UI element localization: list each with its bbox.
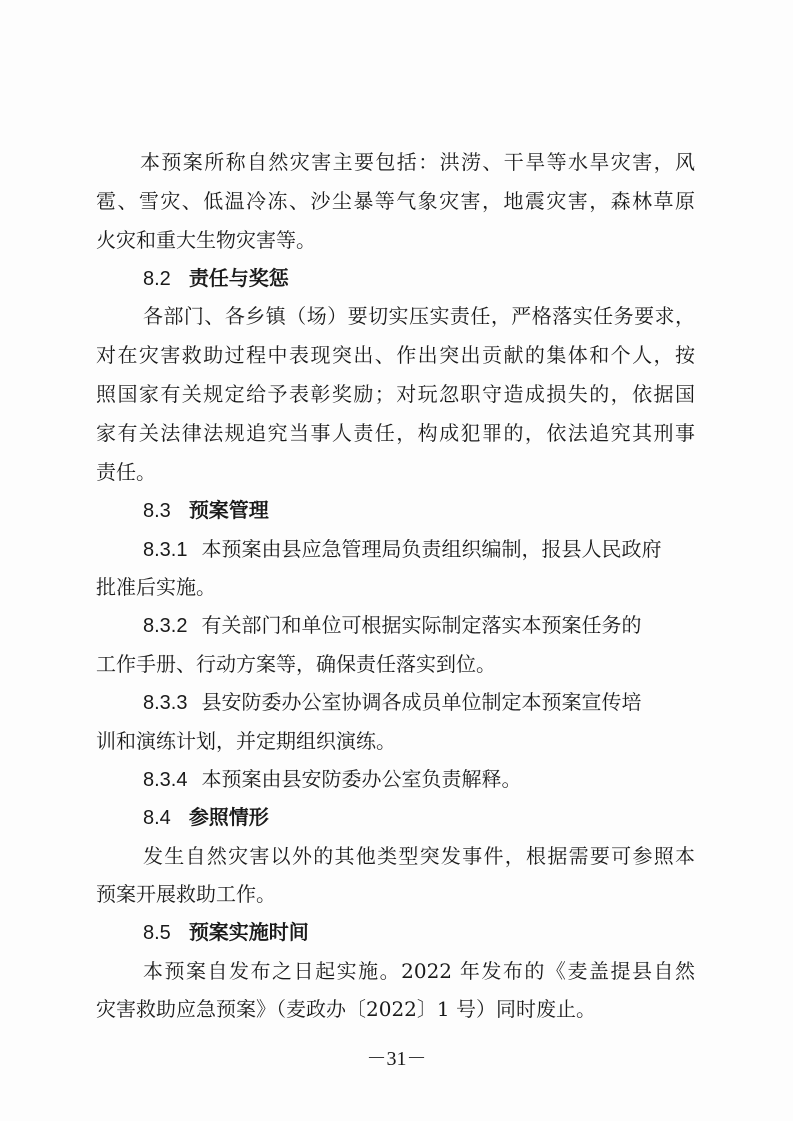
section-title: 参照情形: [188, 805, 269, 829]
subsection-number: 8.3.1: [143, 539, 188, 561]
section-number: 8.3: [143, 500, 171, 522]
paragraph-line: 发生自然灾害以外的其他类型突发事件，根据需要可参照本: [143, 844, 695, 868]
section-number: 8.4: [143, 807, 171, 829]
section-title: 预案实施时间: [188, 920, 309, 944]
paragraph-line: 对在灾害救助过程中表现突出、作出突出贡献的集体和个人，按: [96, 343, 695, 367]
subsection-number: 8.3.3: [143, 692, 188, 714]
subsection-number: 8.3.2: [143, 615, 188, 637]
paragraph-line: 批准后实施。: [96, 575, 216, 599]
section-number: 8.2: [143, 268, 171, 290]
paragraph-line: 照国家有关规定给予表彰奖励；对玩忽职守造成损失的，依据国: [96, 382, 695, 406]
paragraph-line: 雹、雪灾、低温冷冻、沙尘暴等气象灾害，地震灾害，森林草原: [96, 189, 695, 213]
section-title: 预案管理: [188, 498, 269, 522]
subsection-8-3-2: [143, 611, 695, 639]
paragraph-line: 训和演练计划，并定期组织演练。: [96, 729, 396, 753]
paragraph-line: 预案开展救助工作。: [96, 882, 276, 906]
section-title: 责任与奖惩: [188, 266, 289, 290]
paragraph-line: 责任。: [96, 460, 156, 484]
subsection-8-3-4: [143, 765, 521, 793]
section-heading-8-4: [143, 803, 269, 831]
paragraph-line: 工作手册、行动方案等，确保责任落实到位。: [96, 652, 496, 676]
section-heading-8-2: [143, 264, 289, 292]
paragraph-line: 各部门、各乡镇（场）要切实压实责任，严格落实任务要求，: [143, 304, 695, 328]
paragraph-line: 家有关法律法规追究当事人责任，构成犯罪的，依法追究其刑事: [96, 421, 695, 445]
subsection-number: 8.3.4: [143, 769, 188, 791]
paragraph-line: 本预案自发布之日起实施。2022 年发布的《麦盖提县自然: [143, 959, 695, 983]
subsection-8-3-1: [143, 535, 695, 563]
subsection-8-3-3: [143, 688, 695, 716]
section-number: 8.5: [143, 922, 171, 944]
paragraph-line: 本预案所称自然灾害主要包括：洪涝、干旱等水旱灾害，风: [140, 150, 695, 174]
subsection-text: 有关部门和单位可根据实际制定落实本预案任务的: [201, 613, 642, 637]
section-heading-8-3: [143, 496, 269, 524]
subsection-text: 本预案由县应急管理局负责组织编制，报县人民政府: [201, 537, 662, 561]
page-number: －31－: [366, 1048, 427, 1070]
paragraph-line: 火灾和重大生物灾害等。: [96, 228, 316, 252]
subsection-text: 本预案由县安防委办公室负责解释。: [201, 767, 522, 791]
paragraph-line: 灾害救助应急预案》（麦政办〔2022〕1 号）同时废止。: [96, 997, 596, 1021]
section-heading-8-5: [143, 918, 309, 946]
subsection-text: 县安防委办公室协调各成员单位制定本预案宣传培: [201, 690, 642, 714]
